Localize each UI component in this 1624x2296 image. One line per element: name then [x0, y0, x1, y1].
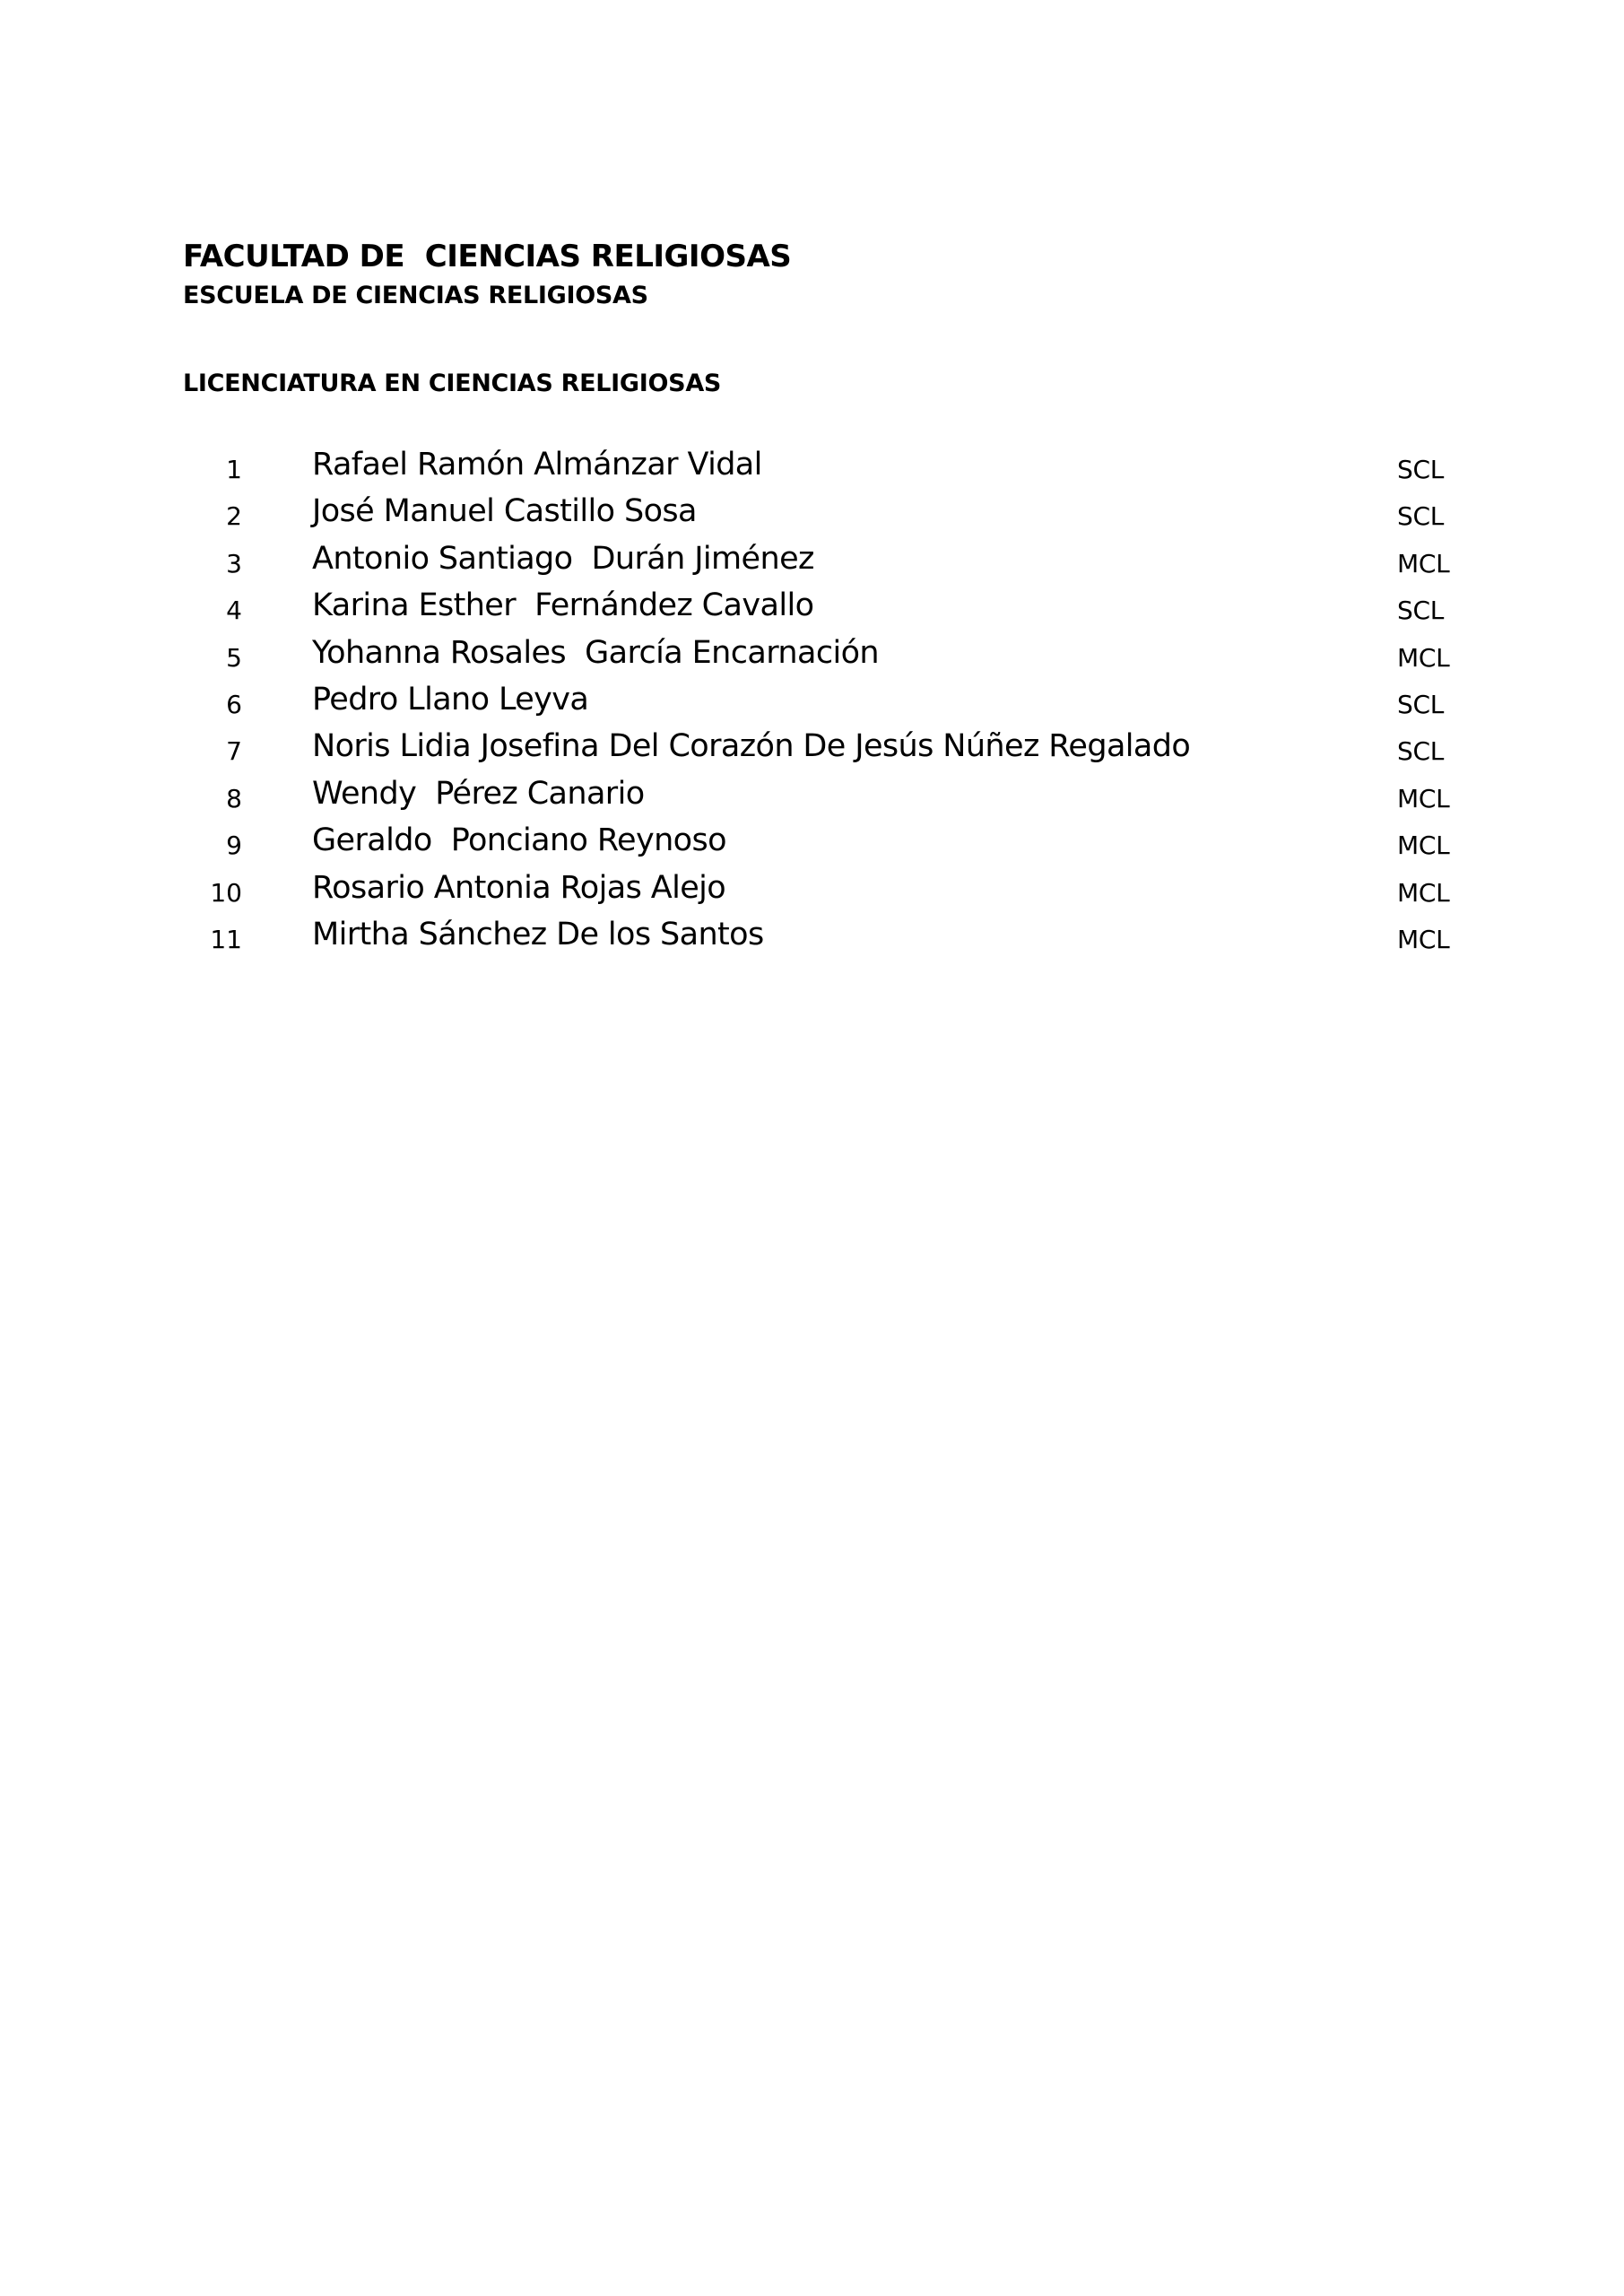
graduate-number: 3	[226, 548, 242, 578]
graduate-name: José Manuel Castillo Sosa	[312, 493, 697, 530]
graduate-number: 6	[226, 689, 242, 719]
graduate-name: Noris Lidia Josefina Del Corazón De Jesús Núñez Regalado	[312, 728, 1191, 765]
graduate-row	[179, 915, 1489, 961]
graduate-name: Rosario Antonia Rojas Alejo	[312, 869, 726, 906]
graduate-honor: MCL	[1397, 831, 1450, 861]
graduate-number: 9	[226, 831, 242, 861]
degree-title: LICENCIATURA EN CIENCIAS RELIGIOSAS	[183, 370, 722, 397]
graduate-row	[179, 821, 1489, 867]
graduate-row	[179, 774, 1489, 821]
graduate-honor: MCL	[1397, 877, 1450, 908]
graduate-name: Yohanna Rosales García Encarnación	[312, 634, 879, 671]
graduate-row	[179, 680, 1489, 726]
graduate-name: Pedro Llano Leyva	[312, 681, 589, 718]
graduate-row	[179, 633, 1489, 680]
faculty-title: FACULTAD DE CIENCIAS RELIGIOSAS	[183, 239, 792, 274]
graduate-row	[179, 491, 1489, 538]
graduate-number: 2	[226, 501, 242, 532]
graduate-number: 8	[226, 783, 242, 813]
graduate-honor: MCL	[1397, 924, 1450, 954]
graduate-name: Mirtha Sánchez De los Santos	[312, 916, 764, 952]
graduate-honor: SCL	[1397, 501, 1445, 532]
graduate-honor: MCL	[1397, 548, 1450, 578]
graduate-list	[179, 445, 1489, 961]
heading-block	[183, 235, 791, 314]
graduate-row	[179, 539, 1489, 586]
graduate-row	[179, 868, 1489, 915]
graduate-number: 5	[226, 642, 242, 673]
graduate-honor: MCL	[1397, 783, 1450, 813]
school-title: ESCUELA DE CIENCIAS RELIGIOSAS	[183, 282, 648, 309]
graduate-row	[179, 445, 1489, 491]
graduate-name: Antonio Santiago Durán Jiménez	[312, 540, 814, 577]
graduate-honor: SCL	[1397, 736, 1445, 767]
graduate-name: Rafael Ramón Almánzar Vidal	[312, 447, 762, 483]
graduate-number: 7	[226, 736, 242, 767]
graduate-number: 4	[226, 596, 242, 626]
graduate-name: Karina Esther Fernández Cavallo	[312, 587, 814, 624]
graduate-honor: SCL	[1397, 689, 1445, 719]
graduate-name: Wendy Pérez Canario	[312, 775, 645, 812]
graduate-number: 10	[210, 877, 242, 908]
graduate-row	[179, 586, 1489, 632]
graduate-row	[179, 726, 1489, 773]
graduate-number: 1	[226, 455, 242, 484]
graduate-number: 11	[210, 924, 242, 954]
graduate-honor: MCL	[1397, 642, 1450, 673]
graduate-honor: SCL	[1397, 455, 1445, 484]
graduate-honor: SCL	[1397, 596, 1445, 626]
graduate-name: Geraldo Ponciano Reynoso	[312, 822, 726, 859]
